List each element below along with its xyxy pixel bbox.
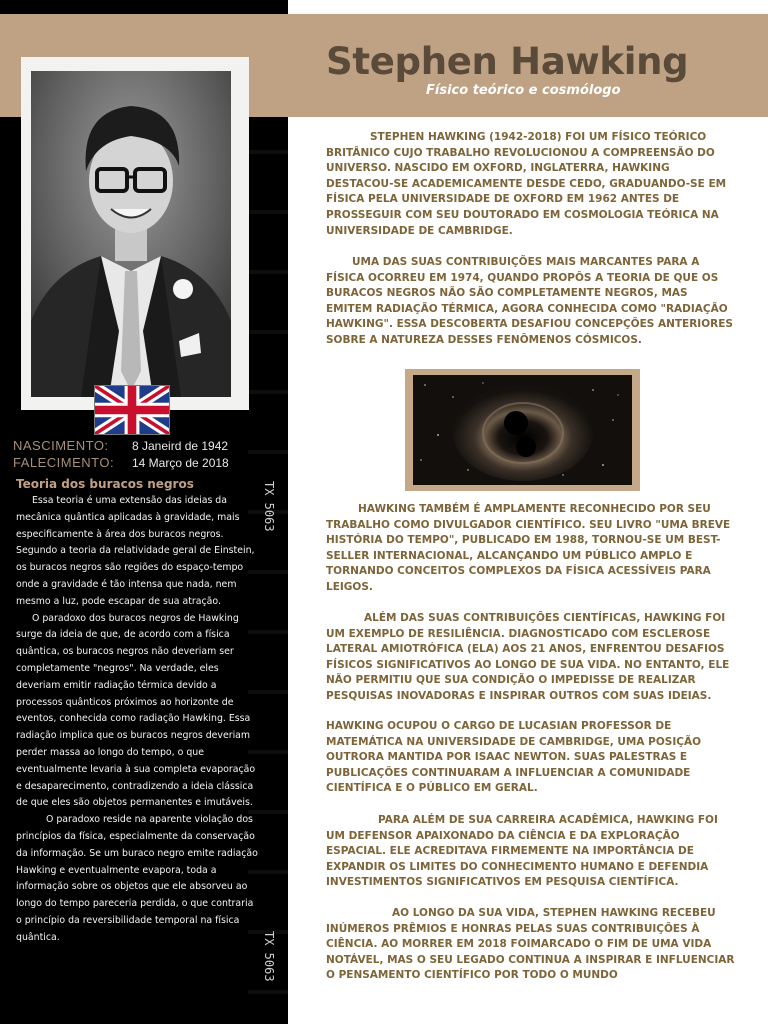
- portrait-illustration: [31, 71, 231, 397]
- film-code-bottom: TX 5063: [262, 931, 276, 982]
- main-paragraph-2: [326, 255, 736, 349]
- main-paragraph-text: STEPHEN HAWKING (1942-2018) FOI UM FÍSICO TEÓRICO BRITÂNICO CUJO TRABALHO REVOLUCIONOU A COMPREENSÃO DO UNIVERSO. NASCIDO EM OXFORD, INGLATERRA, HAWKING DESTACOU-SE ACADEMICAMENTE DESDE CEDO, GRADUANDO-SE EM FÍSICA PELA UNIVERSIDADE DE OXFORD EM 1962 ANTES DE PROSSEGUIR COM SEU DOUTORADO EM COSMOLOGIA TEÓRICA NA UNIVERSIDADE DE CAMBRIDGE.: [326, 131, 727, 237]
- main-paragraph-5: [326, 719, 736, 797]
- death-date: 14 Março de 2018: [132, 456, 229, 470]
- life-dates: [13, 438, 229, 472]
- sidebar-paragraph: O paradoxo reside na aparente violação dos princípios da física, especialmente da conservação da informação. Se um buraco negro emite radiação Hawking e eventualmente evapora, toda a informação sobre os objetos que ele absorveu ao longo do tempo pareceria perdida, o que contraria o princípio da reversibilidade temporal na física quântica.: [16, 814, 258, 943]
- main-paragraph-text: ALÉM DAS SUAS CONTRIBUIÇÕES CIENTÍFICAS, HAWKING FOI UM EXEMPLO DE RESILIÊNCIA. DIAGNOSTICADO COM ESCLEROSE LATERAL AMIOTRÓFICA (ELA) AOS 21 ANOS, ENFRENTOU DESAFIOS FÍSICOS SIGNIFICATIVOS AO LONGO DE SUA VIDA. NO ENTANTO, ELE NÃO PERMITIU QUE SUA CONDIÇÃO O IMPEDISSE DE REALIZAR PESQUISAS INOVADORAS E INSPIRAR OUTROS COM SUAS IDEIAS.: [326, 612, 730, 702]
- main-paragraph-3: [326, 502, 736, 596]
- main-paragraph-text: HAWKING TAMBÉM É AMPLAMENTE RECONHECIDO POR SEU TRABALHO COMO DIVULGADOR CIENTÍFICO. SEU LIVRO "UMA BREVE HISTÓRIA DO TEMPO", PUBLICADO EM 1988, TORNOU-SE UM BEST-SELLER INTERNACIONAL, ALCANÇANDO UM PÚBLICO AMPLO E TORNANDO CONCEITOS COMPLEXOS DA FÍSICA ACESSÍVEIS PARA LEIGOS.: [326, 503, 731, 593]
- film-code-top: TX 5063: [262, 481, 276, 532]
- sidebar-text: [16, 493, 258, 947]
- birth-row: [13, 438, 229, 455]
- black-hole-image-frame: [405, 369, 640, 491]
- page-title: Stephen Hawking: [326, 40, 689, 83]
- sidebar-section-title: Teoria dos buracos negros: [16, 477, 194, 491]
- birth-date: 8 Janeird de 1942: [132, 439, 229, 453]
- main-paragraph-6: [326, 813, 736, 891]
- sidebar-paragraph: Essa teoria é uma extensão das ideias da mecânica quântica aplicadas à gravidade, mais especificamente à área dos buracos negros. Segundo a teoria da relatividade geral de Einstein, os buracos negros são regiões do espaço-tempo onde a gravidade é tão intensa que nada, nem mesmo a luz, pode escapar de sua atração.: [16, 495, 255, 607]
- death-row: [13, 455, 229, 472]
- top-strip: [288, 0, 768, 14]
- main-paragraph-1: [326, 130, 736, 239]
- black-hole-image: [413, 375, 632, 485]
- main-paragraph-text: UMA DAS SUAS CONTRIBUIÇÕES MAIS MARCANTES PARA A FÍSICA OCORREU EM 1974, QUANDO PROPÔS A TEORIA DE QUE OS BURACOS NEGROS NÃO SÃO COMPLETAMENTE NEGROS, MAS EMITEM RADIAÇÃO TÉRMICA, AGORA CONHECIDA COMO "RADIAÇÃO HAWKING". ESSA DESCOBERTA DESAFIOU CONCEPÇÕES ANTERIORES SOBRE A NATUREZA DESSES FENÔMENOS CÓSMICOS.: [326, 256, 733, 346]
- death-label: FALECIMENTO:: [13, 455, 115, 470]
- main-paragraph-text: AO LONGO DA SUA VIDA, STEPHEN HAWKING RECEBEU INÚMEROS PRÊMIOS E HONRAS PELAS SUAS CONTRIBUIÇÕES À CIÊNCIA. AO MORRER EM 2018 FOIMARCADO O FIM DE UMA VIDA NOTÁVEL, MAS O SEU LEGADO CONTINUA A INSPIRAR E INFLUENCIAR O PENSAMENTO CIENTÍFICO POR TODO O MUNDO: [326, 907, 735, 982]
- main-paragraph-7: [326, 906, 736, 984]
- portrait-frame: [21, 57, 249, 410]
- page-subtitle: Físico teórico e cosmólogo: [426, 83, 621, 98]
- black-hole-illustration: [413, 375, 632, 485]
- portrait-photo: [31, 71, 231, 397]
- birth-label: NASCIMENTO:: [13, 438, 109, 453]
- main-paragraph-text: PARA ALÉM DE SUA CARREIRA ACADÊMICA, HAWKING FOI UM DEFENSOR APAIXONADO DA CIÊNCIA E DA EXPLORAÇÃO ESPACIAL. ELE ACREDITAVA FIRMEMENTE NA IMPORTÂNCIA DE EXPANDIR OS LIMITES DO CONHECIMENTO HUMANO E DEFENDIA INVESTIMENTOS SIGNIFICATIVOS EM PESQUISA CIENTÍFICA.: [326, 814, 718, 889]
- uk-flag-icon: [94, 385, 170, 435]
- main-paragraph-text: HAWKING OCUPOU O CARGO DE LUCASIAN PROFESSOR DE MATEMÁTICA NA UNIVERSIDADE DE CAMBRIDGE, UMA POSIÇÃO OUTRORA MANTIDA POR ISAAC NEWTON. SUAS PALESTRAS E PUBLICAÇÕES CONTINUARAM A INFLUENCIAR A COMUNIDADE CIENTÍFICA E O PÚBLICO EM GERAL.: [326, 720, 702, 795]
- main-paragraph-4: [326, 611, 736, 705]
- sidebar-paragraph: O paradoxo dos buracos negros de Hawking surge da ideia de que, de acordo com a física quântica, os buracos negros não deveriam ser completamente "negros". Na verdade, eles deveriam emitir radiação térmica devido a processos quânticos próximos ao horizonte de eventos, conhecida como radiação Hawking. Essa radiação implica que os buracos negros deveriam perder massa ao longo do tempo, o que eventualmente levaria à sua completa evaporação e desaparecimento, contradizendo a ideia clássica de que eles são objetos permanentes e imutáveis.: [16, 612, 256, 809]
